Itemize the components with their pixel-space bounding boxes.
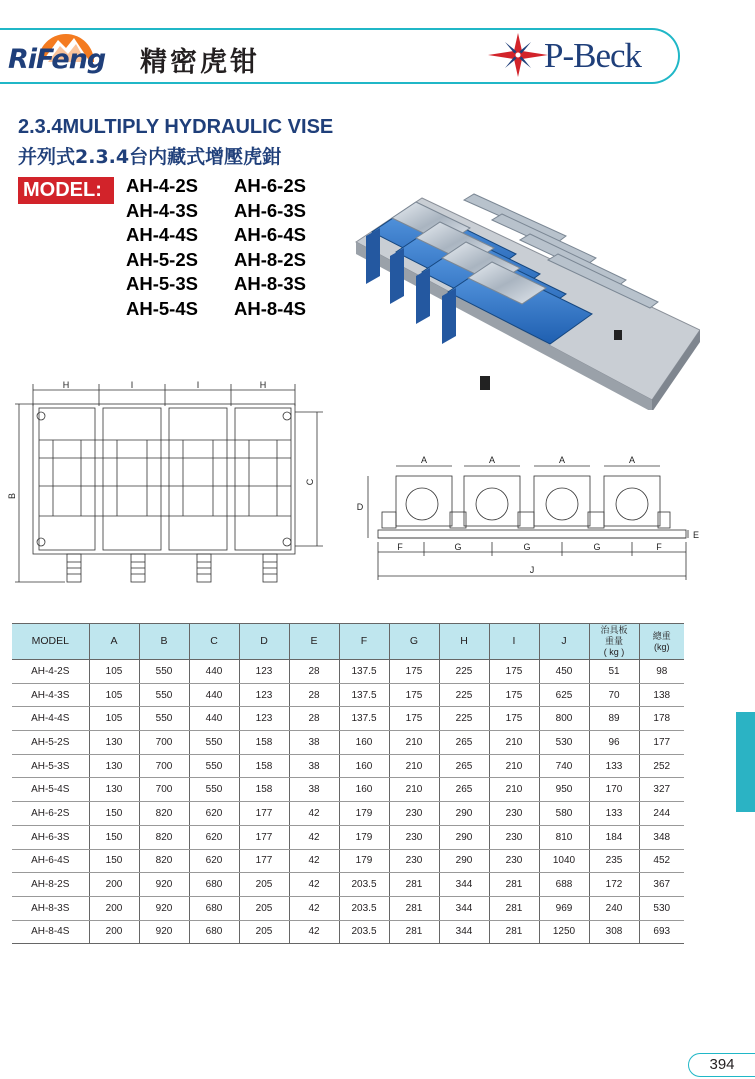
value-cell: 450	[539, 660, 589, 684]
value-cell: 244	[639, 802, 684, 826]
value-cell: 920	[139, 873, 189, 897]
value-cell: 210	[389, 754, 439, 778]
value-cell: 42	[289, 920, 339, 944]
value-cell: 620	[189, 849, 239, 873]
value-cell: 344	[439, 873, 489, 897]
value-cell: 440	[189, 707, 239, 731]
value-cell: 265	[439, 731, 489, 755]
value-cell: 89	[589, 707, 639, 731]
col-header: A	[89, 624, 139, 660]
value-cell: 203.5	[339, 873, 389, 897]
value-cell: 700	[139, 778, 189, 802]
value-cell: 175	[389, 707, 439, 731]
table-row	[12, 920, 684, 944]
value-cell: 42	[289, 849, 339, 873]
value-cell: 1040	[539, 849, 589, 873]
value-cell: 550	[139, 660, 189, 684]
model-item: AH-4-3S	[126, 199, 198, 221]
value-cell: 680	[189, 873, 239, 897]
dim-label-a: A	[420, 455, 428, 465]
value-cell: 205	[239, 873, 289, 897]
value-cell: 225	[439, 683, 489, 707]
value-cell: 440	[189, 660, 239, 684]
value-cell: 348	[639, 825, 684, 849]
value-cell: 138	[639, 683, 684, 707]
header-line: 重量	[604, 636, 623, 646]
dim-label-c: C	[305, 478, 315, 486]
model-item: AH-5-3S	[126, 273, 198, 295]
table-row	[12, 873, 684, 897]
value-cell: 133	[589, 802, 639, 826]
table-row	[12, 683, 684, 707]
value-cell: 225	[439, 660, 489, 684]
value-cell: 281	[389, 873, 439, 897]
model-cell: AH-6-2S	[12, 802, 89, 826]
value-cell: 530	[539, 731, 589, 755]
value-cell: 680	[189, 920, 239, 944]
section-title-en: 2.3.4MULTIPLY HYDRAULIC VISE	[18, 116, 334, 138]
dim-label-i: I	[130, 380, 134, 390]
value-cell: 308	[589, 920, 639, 944]
table-body	[12, 660, 684, 944]
value-cell: 920	[139, 896, 189, 920]
value-cell: 550	[139, 707, 189, 731]
dim-label-g: G	[593, 542, 601, 552]
value-cell: 179	[339, 802, 389, 826]
model-item: AH-6-4S	[234, 224, 306, 246]
model-cell: AH-5-4S	[12, 778, 89, 802]
value-cell: 281	[489, 920, 539, 944]
model-item: AH-5-4S	[126, 297, 198, 319]
logo-text: RiFeng	[8, 44, 106, 75]
value-cell: 137.5	[339, 683, 389, 707]
model-cell: AH-8-2S	[12, 873, 89, 897]
dim-label-g: G	[454, 542, 462, 552]
table-row	[12, 707, 684, 731]
value-cell: 177	[239, 849, 289, 873]
value-cell: 98	[639, 660, 684, 684]
model-cell: AH-5-3S	[12, 754, 89, 778]
value-cell: 550	[189, 731, 239, 755]
value-cell: 160	[339, 778, 389, 802]
value-cell: 42	[289, 873, 339, 897]
col-header: H	[439, 624, 489, 660]
value-cell: 123	[239, 660, 289, 684]
front-view-drawing	[352, 452, 750, 584]
value-cell: 265	[439, 778, 489, 802]
value-cell: 700	[139, 731, 189, 755]
value-cell: 205	[239, 896, 289, 920]
value-cell: 290	[439, 802, 489, 826]
col-header: C	[189, 624, 239, 660]
table-row	[12, 731, 684, 755]
value-cell: 123	[239, 707, 289, 731]
dim-label-a: A	[558, 455, 566, 465]
section-title-cn: 并列式2.3.4台内藏式增壓虎鉗	[18, 146, 282, 168]
value-cell: 177	[239, 802, 289, 826]
value-cell: 200	[89, 920, 139, 944]
side-tab	[736, 712, 755, 812]
value-cell: 693	[639, 920, 684, 944]
model-item: AH-6-2S	[234, 175, 306, 196]
value-cell: 205	[239, 920, 289, 944]
dim-label-j: J	[529, 565, 535, 575]
model-item: AH-8-2S	[234, 248, 306, 270]
dim-label-d: D	[356, 502, 364, 512]
model-item: AH-6-3S	[234, 199, 306, 221]
value-cell: 179	[339, 849, 389, 873]
model-cell: AH-8-4S	[12, 920, 89, 944]
table-row	[12, 849, 684, 873]
value-cell: 203.5	[339, 920, 389, 944]
value-cell: 150	[89, 825, 139, 849]
dim-label-g: G	[523, 542, 531, 552]
value-cell: 680	[189, 896, 239, 920]
value-cell: 42	[289, 825, 339, 849]
value-cell: 700	[139, 754, 189, 778]
value-cell: 344	[439, 920, 489, 944]
value-cell: 42	[289, 896, 339, 920]
value-cell: 281	[389, 920, 439, 944]
value-cell: 160	[339, 731, 389, 755]
model-cell: AH-4-2S	[12, 660, 89, 684]
value-cell: 28	[289, 707, 339, 731]
model-item: AH-4-2S	[126, 175, 198, 196]
dim-label-h: H	[259, 380, 267, 390]
value-cell: 200	[89, 873, 139, 897]
value-cell: 172	[589, 873, 639, 897]
value-cell: 367	[639, 873, 684, 897]
value-cell: 177	[239, 825, 289, 849]
col-header: E	[289, 624, 339, 660]
value-cell: 440	[189, 683, 239, 707]
value-cell: 580	[539, 802, 589, 826]
col-header: G	[389, 624, 439, 660]
value-cell: 38	[289, 731, 339, 755]
value-cell: 210	[489, 731, 539, 755]
value-cell: 530	[639, 896, 684, 920]
value-cell: 344	[439, 896, 489, 920]
value-cell: 820	[139, 802, 189, 826]
pbeck-logo	[482, 30, 682, 80]
dim-label-i: I	[196, 380, 200, 390]
dim-label-f: F	[397, 542, 403, 552]
value-cell: 281	[489, 873, 539, 897]
value-cell: 281	[489, 896, 539, 920]
product-photo	[352, 180, 700, 410]
value-cell: 210	[389, 731, 439, 755]
table-row	[12, 660, 684, 684]
value-cell: 920	[139, 920, 189, 944]
brand-name: P-Beck	[544, 36, 642, 75]
model-cell: AH-4-3S	[12, 683, 89, 707]
value-cell: 179	[339, 825, 389, 849]
value-cell: 175	[489, 660, 539, 684]
value-cell: 28	[289, 660, 339, 684]
value-cell: 327	[639, 778, 684, 802]
value-cell: 620	[189, 825, 239, 849]
value-cell: 290	[439, 849, 489, 873]
value-cell: 160	[339, 754, 389, 778]
value-cell: 210	[489, 778, 539, 802]
value-cell: 230	[389, 802, 439, 826]
value-cell: 137.5	[339, 707, 389, 731]
value-cell: 620	[189, 802, 239, 826]
value-cell: 170	[589, 778, 639, 802]
value-cell: 158	[239, 754, 289, 778]
model-list	[126, 174, 334, 322]
compass-star-icon	[482, 30, 552, 80]
value-cell: 203.5	[339, 896, 389, 920]
value-cell: 820	[139, 849, 189, 873]
value-cell: 969	[539, 896, 589, 920]
table-row	[12, 754, 684, 778]
model-item: AH-8-3S	[234, 273, 306, 295]
model-cell: AH-6-4S	[12, 849, 89, 873]
value-cell: 150	[89, 849, 139, 873]
dim-label-h: H	[62, 380, 70, 390]
value-cell: 177	[639, 731, 684, 755]
table-row	[12, 778, 684, 802]
value-cell: 28	[289, 683, 339, 707]
value-cell: 240	[589, 896, 639, 920]
value-cell: 175	[489, 683, 539, 707]
col-header: D	[239, 624, 289, 660]
table-row	[12, 825, 684, 849]
table-row	[12, 896, 684, 920]
value-cell: 70	[589, 683, 639, 707]
model-cell: AH-5-2S	[12, 731, 89, 755]
model-cell: AH-4-4S	[12, 707, 89, 731]
value-cell: 810	[539, 825, 589, 849]
value-cell: 550	[189, 778, 239, 802]
dim-label-f: F	[656, 542, 662, 552]
value-cell: 51	[589, 660, 639, 684]
value-cell: 230	[389, 825, 439, 849]
value-cell: 625	[539, 683, 589, 707]
col-header: I	[489, 624, 539, 660]
value-cell: 230	[489, 825, 539, 849]
top-view-drawing	[5, 378, 335, 583]
header-line: ( kg )	[603, 647, 625, 657]
value-cell: 252	[639, 754, 684, 778]
value-cell: 130	[89, 778, 139, 802]
col-header: J	[539, 624, 589, 660]
model-cell: AH-8-3S	[12, 896, 89, 920]
value-cell: 38	[289, 778, 339, 802]
col-header-fixture-weight	[589, 624, 639, 660]
value-cell: 230	[389, 849, 439, 873]
value-cell: 130	[89, 731, 139, 755]
value-cell: 184	[589, 825, 639, 849]
dim-label-a: A	[628, 455, 636, 465]
col-header: B	[139, 624, 189, 660]
header-line: 治具板	[600, 625, 628, 635]
value-cell: 200	[89, 896, 139, 920]
value-cell: 137.5	[339, 660, 389, 684]
model-item: AH-4-4S	[126, 224, 198, 246]
value-cell: 175	[389, 660, 439, 684]
value-cell: 158	[239, 778, 289, 802]
header-line: 總重	[652, 630, 671, 641]
col-header: MODEL	[12, 624, 89, 660]
dim-label-b: B	[7, 492, 17, 500]
value-cell: 158	[239, 731, 289, 755]
spec-table	[12, 623, 684, 944]
value-cell: 105	[89, 707, 139, 731]
value-cell: 800	[539, 707, 589, 731]
value-cell: 281	[389, 896, 439, 920]
model-item: AH-5-2S	[126, 248, 198, 270]
value-cell: 820	[139, 825, 189, 849]
value-cell: 38	[289, 754, 339, 778]
value-cell: 105	[89, 683, 139, 707]
value-cell: 230	[489, 849, 539, 873]
page-number: 394	[688, 1053, 755, 1077]
value-cell: 452	[639, 849, 684, 873]
value-cell: 950	[539, 778, 589, 802]
value-cell: 550	[189, 754, 239, 778]
value-cell: 105	[89, 660, 139, 684]
value-cell: 265	[439, 754, 489, 778]
model-badge: MODEL:	[18, 177, 114, 204]
rifeng-logo	[8, 22, 118, 88]
value-cell: 740	[539, 754, 589, 778]
header-line: (kg)	[654, 641, 670, 652]
value-cell: 550	[139, 683, 189, 707]
value-cell: 688	[539, 873, 589, 897]
value-cell: 225	[439, 707, 489, 731]
value-cell: 1250	[539, 920, 589, 944]
value-cell: 230	[489, 802, 539, 826]
value-cell: 133	[589, 754, 639, 778]
model-cell: AH-6-3S	[12, 825, 89, 849]
model-item: AH-8-4S	[234, 297, 306, 319]
table-header-row	[12, 624, 684, 660]
dim-label-a: A	[488, 455, 496, 465]
value-cell: 175	[489, 707, 539, 731]
header-title: 精密虎钳	[140, 47, 260, 78]
value-cell: 210	[489, 754, 539, 778]
value-cell: 123	[239, 683, 289, 707]
col-header-total-weight	[639, 624, 684, 660]
value-cell: 42	[289, 802, 339, 826]
value-cell: 235	[589, 849, 639, 873]
dim-label-e: E	[692, 530, 700, 540]
col-header: F	[339, 624, 389, 660]
value-cell: 96	[589, 731, 639, 755]
value-cell: 175	[389, 683, 439, 707]
value-cell: 290	[439, 825, 489, 849]
value-cell: 210	[389, 778, 439, 802]
value-cell: 130	[89, 754, 139, 778]
value-cell: 150	[89, 802, 139, 826]
table-row	[12, 802, 684, 826]
value-cell: 178	[639, 707, 684, 731]
